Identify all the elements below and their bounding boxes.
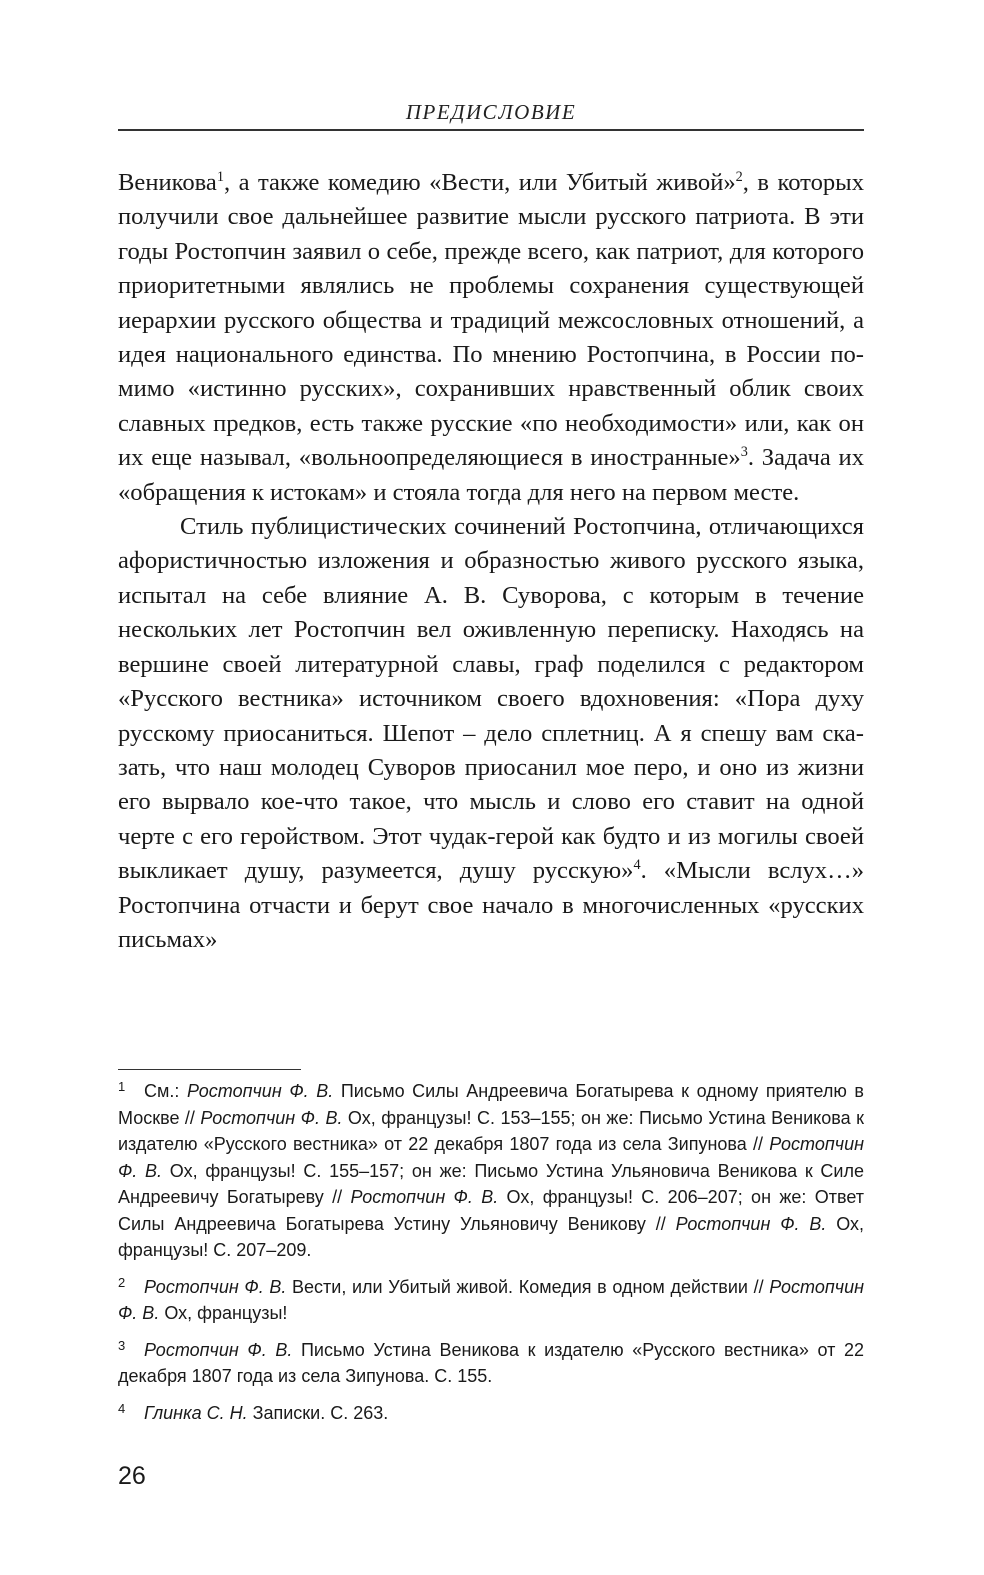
text-run: . Задача их «обращения к истокам» и стояла тогда для него на первом месте. [118, 444, 864, 506]
footnote-author: Глинка С. Н. [144, 1402, 248, 1423]
header-rule [118, 129, 864, 131]
paragraph [118, 510, 864, 957]
footnote-number: 2 [118, 1274, 126, 1290]
text-run: . «Мысли вслух…» Ростопчина отчасти и берут свое начало в многочисленных «русских письмах» [118, 857, 864, 953]
footnote-author: Ростопчин Ф. В. [200, 1107, 343, 1128]
paragraph [118, 166, 864, 510]
footnote-author: Ростопчин Ф. В. [675, 1213, 827, 1234]
footnote-ref: 1 [216, 168, 224, 185]
running-header: ПРЕДИСЛОВИЕ [405, 100, 577, 124]
footnote-text: Ох, французы! С. 207–209. [118, 1213, 864, 1260]
footnote-text: Ох, французы! С. 155–157; он же: Письмо Устина Ульяновича Веникова к Силе Андреевичу Богатыреву // [118, 1160, 864, 1207]
page-number: 26 [118, 1462, 146, 1490]
footnote-text: Вести, или Убитый живой. Комедия в одном действии // [286, 1276, 770, 1297]
text-run: Стиль публицистических сочинений Ростопчина, отличающихся афористичностью изложения и образностью живого русского языка, испытал на себе влияние А. В. Суворова, с которым в течение нескольких лет Ростопчин вел оживленную переписку. Находясь на вершине своей литературной славы, граф поделился с редактором «Русского вестника» источником своего вдохновения: «Пора духу русскому приосаниться. Шепот – дело сплетниц. А я спешу вам сказать, что наш молодец Суворов приосанил мое перо, и оно из жизни его вырвало кое-что такое, что мысль и слово его ставит на одной черте с его геройством. Этот чудак-герой как будто и из могилы своей выкликает душу, разумеется, душу русскую» [118, 513, 864, 885]
footnote [118, 1337, 864, 1390]
book-page [118, 0, 864, 1575]
footnote-text: Записки. С. 263. [247, 1402, 389, 1423]
footnote-author: Ростопчин Ф. В. [144, 1339, 293, 1360]
footnote-text: Письмо Устина Веникова к издателю «Русского вестника» от 22 декабря 1807 года из села Зипунова. С. 155. [118, 1339, 864, 1386]
footnote [118, 1274, 864, 1327]
footnotes [118, 1078, 864, 1436]
footnote-separator [118, 1069, 301, 1070]
text-run: , в которых получили свое дальнейшее развитие мысли русского патриота. В эти годы Ростопчин заявил о себе, прежде всего, как патриот, для которого приоритетными являлись не проблемы сохранения существующей иерархии русского общества и традиций межсословных отношений, а идея национального единства. По мнению Ростопчина, в России помимо «истинно русских», сохранивших нравственный облик своих славных предков, есть также русские «по необходимости» или, как он их еще называл, «вольноопределяющиеся в иностранные» [118, 169, 865, 472]
footnote [118, 1078, 864, 1264]
footnote-number: 1 [118, 1079, 126, 1094]
footnote-author: Ростопчин Ф. В. [118, 1134, 864, 1181]
footnote-author: Ростопчин Ф. В. [350, 1187, 499, 1207]
footnote-author: Ростопчин Ф. В. [186, 1081, 334, 1101]
footnote-author: Ростопчин Ф. В. [118, 1276, 864, 1323]
footnote-text: Ох, французы! С. 153–155; он же: Письмо Устина Веникова к издателю «Русского вестника» от 22 декабря 1807 года из села Зипунова // [118, 1107, 864, 1154]
footnote-ref: 2 [735, 168, 743, 185]
footnote-text: См.: [144, 1081, 187, 1101]
footnote-text: Ох, французы! [159, 1303, 288, 1323]
text-run: Веникова [118, 169, 217, 196]
footnote [118, 1400, 864, 1427]
footnote-author: Ростопчин Ф. В. [144, 1276, 287, 1297]
footnote-ref: 4 [633, 856, 641, 873]
footnote-ref: 3 [740, 444, 748, 461]
footnote-text: Ох, французы! С. 206–207; он же: Ответ Силы Андреевича Богатырева Устину Ульяновичу Веникову // [118, 1187, 864, 1234]
text-run: , а также комедию «Вести, или Убитый живой» [223, 169, 736, 196]
main-text [118, 166, 864, 957]
footnote-number: 4 [118, 1400, 126, 1416]
footnote-number: 3 [118, 1337, 126, 1353]
footnote-text: Письмо Силы Андреевича Богатырева к одному приятелю в Москве // [118, 1081, 864, 1128]
